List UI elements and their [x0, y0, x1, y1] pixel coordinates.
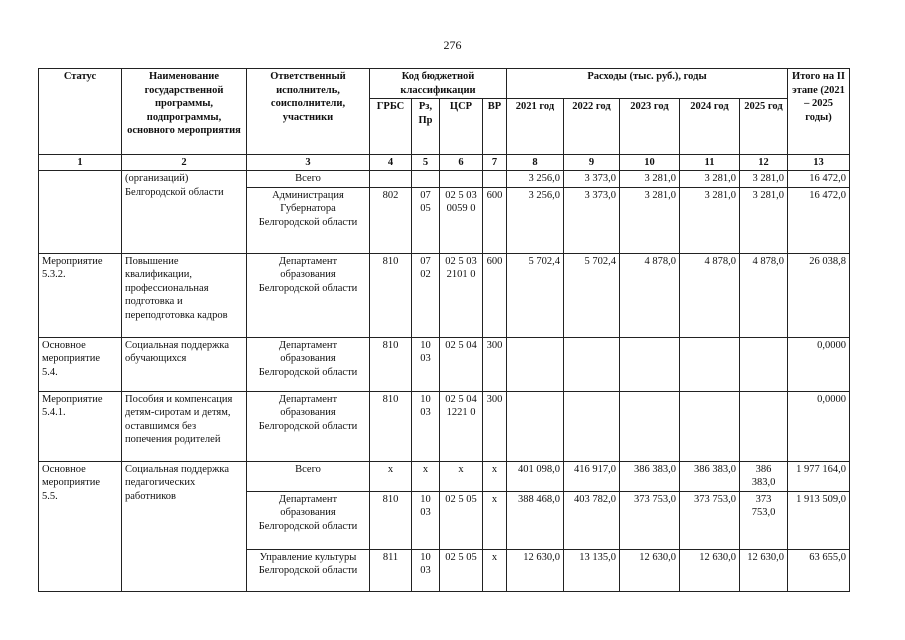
executor-cell: Департамент образования Белгородской области — [247, 491, 370, 549]
grbs-cell — [370, 171, 412, 188]
csr-cell: х — [440, 461, 483, 491]
column-number-row — [39, 155, 850, 171]
value-2024: 386 383,0 — [680, 461, 740, 491]
value-2022: 403 782,0 — [564, 491, 620, 549]
value-2022 — [564, 337, 620, 391]
vr-cell: х — [483, 549, 507, 591]
header-csr: ЦСР — [440, 99, 483, 155]
name-cell: Повышение квалификации, профессиональная подготовка и переподготовка кадров — [122, 253, 247, 337]
value-2021 — [507, 391, 564, 461]
vr-cell: 600 — [483, 253, 507, 337]
grbs-cell: 802 — [370, 187, 412, 253]
rzpr-cell: х — [412, 461, 440, 491]
column-number: 6 — [440, 155, 483, 171]
value-2022: 3 373,0 — [564, 187, 620, 253]
value-total: 26 038,8 — [788, 253, 850, 337]
value-2023: 12 630,0 — [620, 549, 680, 591]
header-year-2025: 2025 год — [740, 99, 788, 155]
column-number: 10 — [620, 155, 680, 171]
value-2023: 386 383,0 — [620, 461, 680, 491]
value-2024 — [680, 337, 740, 391]
executor-cell: Департамент образования Белгородской области — [247, 337, 370, 391]
value-2023: 3 281,0 — [620, 187, 680, 253]
executor-cell: Департамент образования Белгородской области — [247, 253, 370, 337]
column-number: 8 — [507, 155, 564, 171]
header-total: Итого на II этапе (2021 – 2025 годы) — [788, 69, 850, 155]
name-cell: Пособия и компенсация детям-сиротам и детям, оставшимся без попечения родителей — [122, 391, 247, 461]
value-2022 — [564, 391, 620, 461]
rzpr-cell: 10 03 — [412, 391, 440, 461]
table-row — [39, 253, 850, 337]
vr-cell: х — [483, 461, 507, 491]
executor-cell: Всего — [247, 461, 370, 491]
status-cell: Мероприятие 5.4.1. — [39, 391, 122, 461]
rzpr-cell: 07 02 — [412, 253, 440, 337]
rzpr-cell: 07 05 — [412, 187, 440, 253]
column-number: 5 — [412, 155, 440, 171]
value-2023 — [620, 391, 680, 461]
csr-cell: 02 5 04 1221 0 — [440, 391, 483, 461]
value-2022: 13 135,0 — [564, 549, 620, 591]
value-2025: 12 630,0 — [740, 549, 788, 591]
column-number: 9 — [564, 155, 620, 171]
column-number: 1 — [39, 155, 122, 171]
budget-table — [38, 68, 850, 592]
header-year-2022: 2022 год — [564, 99, 620, 155]
value-2025 — [740, 391, 788, 461]
value-total: 16 472,0 — [788, 187, 850, 253]
csr-cell: 02 5 03 0059 0 — [440, 187, 483, 253]
value-2024: 4 878,0 — [680, 253, 740, 337]
value-total: 63 655,0 — [788, 549, 850, 591]
csr-cell: 02 5 04 — [440, 337, 483, 391]
value-2024: 373 753,0 — [680, 491, 740, 549]
value-2021: 388 468,0 — [507, 491, 564, 549]
header-year-2024: 2024 год — [680, 99, 740, 155]
header-year-2023: 2023 год — [620, 99, 680, 155]
executor-cell: Управление культуры Белгородской области — [247, 549, 370, 591]
rzpr-cell: 10 03 — [412, 337, 440, 391]
csr-cell: 02 5 05 — [440, 491, 483, 549]
grbs-cell: 810 — [370, 391, 412, 461]
value-2023: 3 281,0 — [620, 171, 680, 188]
csr-cell: 02 5 05 — [440, 549, 483, 591]
status-cell: Основное мероприятие 5.4. — [39, 337, 122, 391]
rzpr-cell — [412, 171, 440, 188]
grbs-cell: 811 — [370, 549, 412, 591]
value-2021: 3 256,0 — [507, 171, 564, 188]
value-2022: 416 917,0 — [564, 461, 620, 491]
csr-cell: 02 5 03 2101 0 — [440, 253, 483, 337]
table-row — [39, 171, 850, 188]
header-status: Статус — [39, 69, 122, 155]
value-2024 — [680, 391, 740, 461]
header-year-2021: 2021 год — [507, 99, 564, 155]
name-cell: Социальная поддержка обучающихся — [122, 337, 247, 391]
value-total: 0,0000 — [788, 391, 850, 461]
value-2024: 12 630,0 — [680, 549, 740, 591]
status-cell: Мероприятие 5.3.2. — [39, 253, 122, 337]
status-cell: Основное мероприятие 5.5. — [39, 461, 122, 591]
csr-cell — [440, 171, 483, 188]
value-2023 — [620, 337, 680, 391]
header-executor: Ответственный исполнитель, соисполнители, участники — [247, 69, 370, 155]
name-cell: Социальная поддержка педагогических работников — [122, 461, 247, 591]
value-2022: 5 702,4 — [564, 253, 620, 337]
value-total: 1 977 164,0 — [788, 461, 850, 491]
value-2025: 4 878,0 — [740, 253, 788, 337]
value-2022: 3 373,0 — [564, 171, 620, 188]
vr-cell — [483, 171, 507, 188]
header-name: Наименование государственной программы, подпрограммы, основного мероприятия — [122, 69, 247, 155]
value-total: 16 472,0 — [788, 171, 850, 188]
header-grbs: ГРБС — [370, 99, 412, 155]
column-number: 4 — [370, 155, 412, 171]
value-2024: 3 281,0 — [680, 187, 740, 253]
grbs-cell: х — [370, 461, 412, 491]
value-2023: 373 753,0 — [620, 491, 680, 549]
value-2021 — [507, 337, 564, 391]
vr-cell: 600 — [483, 187, 507, 253]
table-row — [39, 391, 850, 461]
vr-cell: 300 — [483, 337, 507, 391]
value-total: 1 913 509,0 — [788, 491, 850, 549]
header-vr: ВР — [483, 99, 507, 155]
value-2021: 401 098,0 — [507, 461, 564, 491]
executor-cell: Департамент образования Белгородской области — [247, 391, 370, 461]
value-2025 — [740, 337, 788, 391]
value-2024: 3 281,0 — [680, 171, 740, 188]
name-cell: (организаций) Белгородской области — [122, 171, 247, 254]
status-cell — [39, 171, 122, 254]
column-number: 2 — [122, 155, 247, 171]
page-number: 276 — [443, 38, 462, 52]
vr-cell: 300 — [483, 391, 507, 461]
header-rzpr: Рз, Пр — [412, 99, 440, 155]
value-total: 0,0000 — [788, 337, 850, 391]
header-budget-code: Код бюджетной классификации — [370, 69, 507, 99]
value-2021: 12 630,0 — [507, 549, 564, 591]
value-2025: 386 383,0 — [740, 461, 788, 491]
executor-cell: Администрация Губернатора Белгородской области — [247, 187, 370, 253]
column-number: 7 — [483, 155, 507, 171]
table-row — [39, 337, 850, 391]
column-number: 13 — [788, 155, 850, 171]
column-number: 12 — [740, 155, 788, 171]
grbs-cell: 810 — [370, 491, 412, 549]
value-2023: 4 878,0 — [620, 253, 680, 337]
column-number: 11 — [680, 155, 740, 171]
executor-cell: Всего — [247, 171, 370, 188]
table-row — [39, 461, 850, 491]
header-expenses: Расходы (тыс. руб.), годы — [507, 69, 788, 99]
grbs-cell: 810 — [370, 253, 412, 337]
value-2021: 3 256,0 — [507, 187, 564, 253]
grbs-cell: 810 — [370, 337, 412, 391]
value-2025: 3 281,0 — [740, 171, 788, 188]
value-2025: 3 281,0 — [740, 187, 788, 253]
vr-cell: х — [483, 491, 507, 549]
value-2025: 373 753,0 — [740, 491, 788, 549]
value-2021: 5 702,4 — [507, 253, 564, 337]
rzpr-cell: 10 03 — [412, 549, 440, 591]
rzpr-cell: 10 03 — [412, 491, 440, 549]
column-number: 3 — [247, 155, 370, 171]
